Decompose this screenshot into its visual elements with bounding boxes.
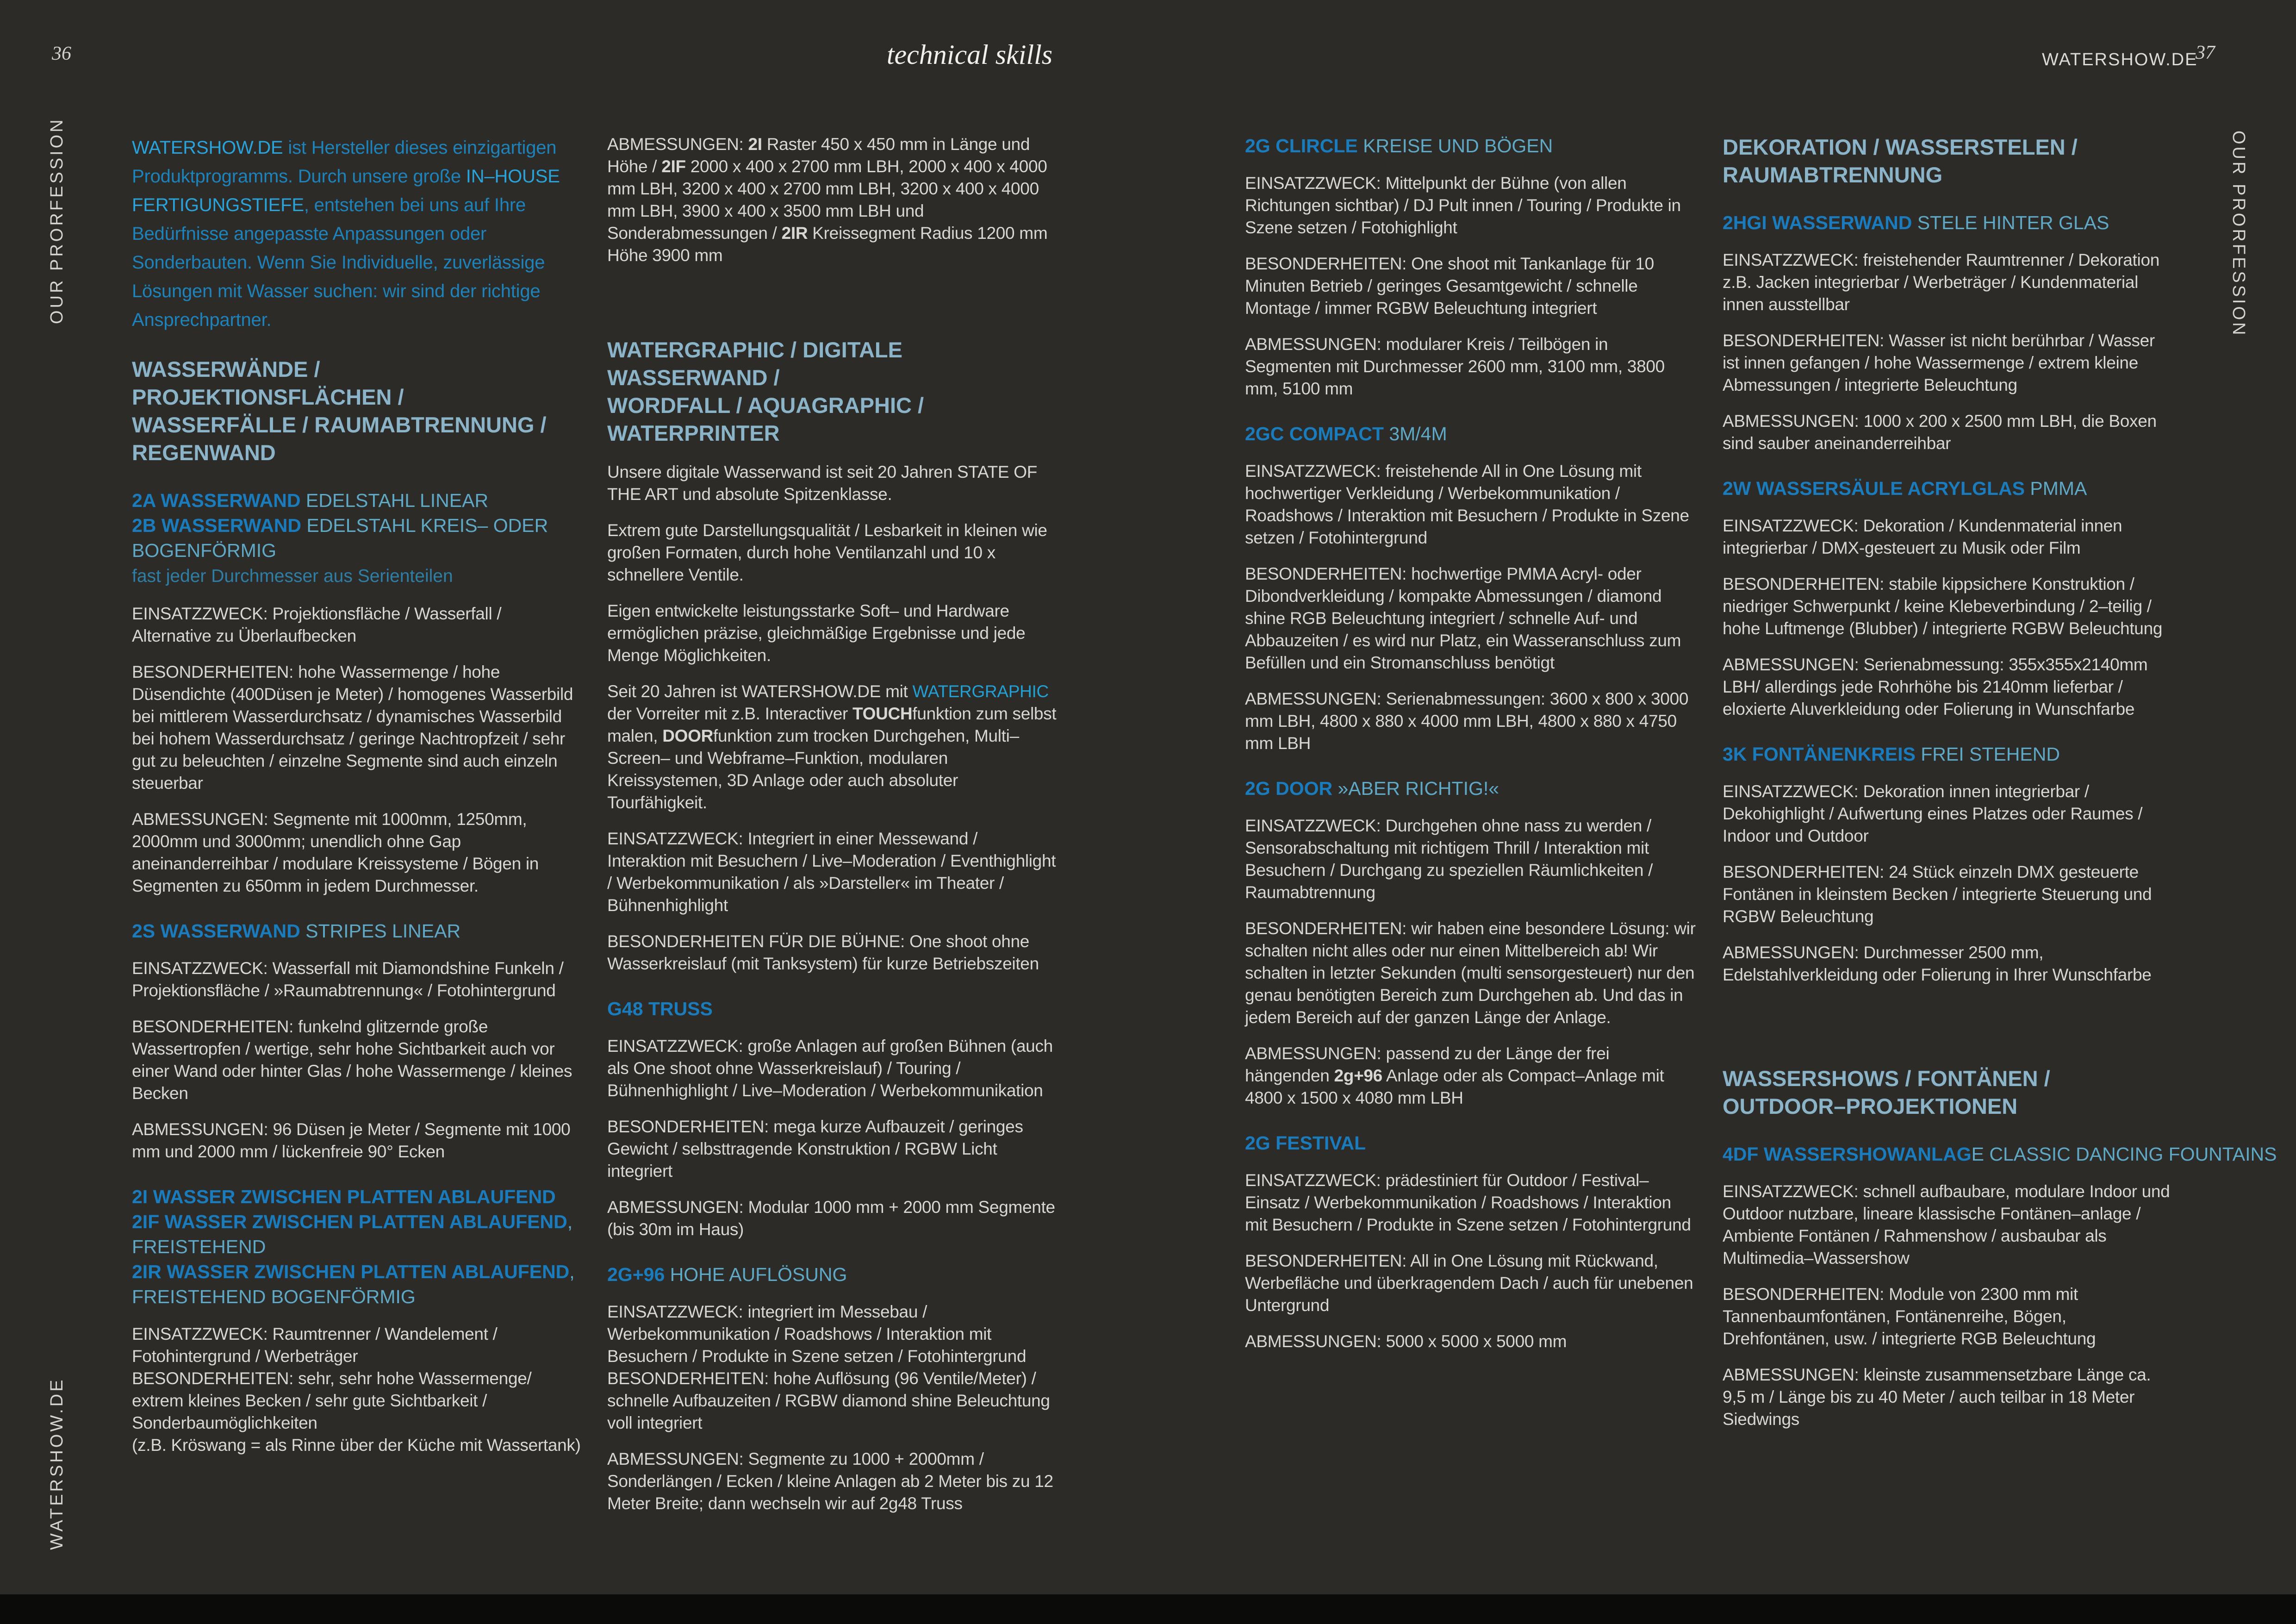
paragraph-text: EINSATZZWECK: Projektionsfläche / Wasserfall / Alternative zu Überlaufbecken xyxy=(132,604,502,645)
product-heading xyxy=(1245,776,1696,801)
product-code: 3K FONTÄNENKREIS xyxy=(1723,743,1916,765)
page-title: technical skills xyxy=(886,39,1053,70)
paragraph xyxy=(1723,654,2174,720)
section-heading-line: DEKORATION / WASSERSTELEN / xyxy=(1723,135,2078,159)
product-name: FREI STEHEND xyxy=(1915,743,2060,765)
product-heading-line xyxy=(132,488,583,513)
intro-paragraph xyxy=(132,133,583,334)
section-heading xyxy=(1723,1065,2174,1120)
paragraph-text: EINSATZZWECK: große Anlagen auf großen Bühnen (auch als One shoot ohne Wasserkreislauf) / Touring / Bühnenhighlight / Live–Moderation / Werbekommunikation xyxy=(607,1037,1053,1100)
paragraph-text: WATERGRAPHIC xyxy=(912,682,1049,701)
product-code: 2W WASSERSÄULE ACRYLGLAS xyxy=(1723,478,2025,499)
brand-label: WATERSHOW.DE xyxy=(2042,50,2198,69)
paragraph xyxy=(1723,1283,2174,1350)
paragraph xyxy=(1245,172,1696,239)
paragraph xyxy=(132,1368,583,1434)
product-code: 2G DOOR xyxy=(1245,778,1333,799)
product-heading-line xyxy=(1245,1131,1696,1156)
side-label-left: OUR PRORFESSION xyxy=(47,117,67,324)
paragraph xyxy=(1245,688,1696,755)
paragraph-text: ABMESSUNGEN: Serienabmessungen: 3600 x 800 x 3000 mm LBH, 4800 x 880 x 4000 mm LBH, 4800 x 880 x 4750 mm LBH xyxy=(1245,689,1689,753)
product-heading xyxy=(1723,1142,2277,1167)
product-heading xyxy=(1245,421,1696,446)
product-name: STRIPES LINEAR xyxy=(300,920,461,942)
paragraph xyxy=(132,1016,583,1105)
product-code: 2GC COMPACT xyxy=(1245,423,1384,444)
side-label-right: OUR PRORFESSION xyxy=(2229,131,2248,337)
paragraph xyxy=(1723,410,2174,455)
page-number-left: 36 xyxy=(52,43,71,64)
product-code: 2HGI WASSERWAND xyxy=(1723,212,1912,233)
product-heading xyxy=(607,996,1058,1021)
product-code: 2G FESTIVAL xyxy=(1245,1132,1366,1154)
product-heading-line xyxy=(132,513,583,538)
paragraph xyxy=(1723,573,2174,640)
paragraph-text: BESONDERHEITEN: hohe Auflösung (96 Ventile/Meter) / schnelle Aufbauzeiten / RGBW diamond shine Beleuchtung voll integriert xyxy=(607,1369,1050,1432)
paragraph-text: funktion zum selbst malen, xyxy=(607,704,1057,745)
product-heading-line xyxy=(1723,476,2174,501)
paragraph xyxy=(132,957,583,1002)
product-heading-line xyxy=(132,1184,583,1209)
paragraph xyxy=(1723,330,2174,396)
paragraph-text: 2g+96 xyxy=(1334,1066,1382,1085)
column-2 xyxy=(607,0,1058,1515)
paragraph xyxy=(1723,515,2174,559)
paragraph xyxy=(607,681,1058,814)
paragraph-text: Seit 20 Jahren ist WATERSHOW.DE mit xyxy=(607,682,913,701)
section-heading-line: WASSERSHOWS / FONTÄNEN / xyxy=(1723,1066,2050,1091)
paragraph xyxy=(1245,253,1696,319)
paragraph xyxy=(1723,781,2174,847)
paragraph-text: DOOR xyxy=(662,726,714,745)
product-heading-line xyxy=(132,1259,583,1284)
paragraph xyxy=(1723,1181,2174,1269)
paragraph-text: ABMESSUNGEN: Durchmesser 2500 mm, Edelstahlverkleidung oder Folierung in Ihrer Wunschfarbe xyxy=(1723,943,2152,984)
paragraph-text: ABMESSUNGEN: passend zu der Länge der frei hängenden xyxy=(1245,1044,1610,1085)
paragraph-text: EINSATZZWECK: prädestiniert für Outdoor / Festival–Einsatz / Werbekommunikation / Roadshows / Interaktion mit Besuchern / Produkte in Szene setzen / Fotohintergrund xyxy=(1245,1171,1691,1234)
paragraph-text: ABMESSUNGEN: kleinste zusammensetzbare Länge ca. 9,5 m / Länge bis zu 40 Meter / auch teilbar in 18 Meter Siedwings xyxy=(1723,1365,2151,1429)
section-heading-line: REGENWAND xyxy=(132,440,276,465)
paragraph xyxy=(607,1035,1058,1102)
product-name: FREISTEHEND BOGENFÖRMIG xyxy=(132,1286,416,1307)
paragraph-text: ABMESSUNGEN: xyxy=(607,135,748,154)
paragraph xyxy=(1723,1364,2174,1430)
intro-text: , entstehen bei uns auf Ihre Bedürfnisse angepasste Anpassungen oder Sonderbauten. Wenn Sie Individuelle, zuverlässige Lösungen mit Wasser suchen: wir sind der richtige Ansprechpartner. xyxy=(132,195,545,330)
product-code: 2G+96 xyxy=(607,1264,665,1285)
section-heading-line: RAUMABTRENNUNG xyxy=(1723,162,1943,187)
section-heading-line: WASSERWÄNDE / PROJEKTIONSFLÄCHEN / xyxy=(132,357,404,409)
product-heading-line xyxy=(607,996,1058,1021)
paragraph xyxy=(607,461,1058,506)
paragraph-text: BESONDERHEITEN: funkelnd glitzernde große Wassertropfen / wertige, sehr hohe Sichtbarkeit auch vor einer Wand oder hinter Glas / hohe Wassermenge / kleines Becken xyxy=(132,1017,572,1103)
paragraph xyxy=(1245,460,1696,549)
footer-bar xyxy=(0,1594,2296,1624)
paragraph xyxy=(607,600,1058,667)
product-code: 2B WASSERWAND xyxy=(132,515,302,536)
paragraph-text: ABMESSUNGEN: Serienabmessung: 355x355x2140mm LBH/ allerdings jede Rohrhöhe bis 2140mm lieferbar / eloxierte Aluverkleidung oder Folierung in Wunschfarbe xyxy=(1723,655,2148,718)
product-heading-line xyxy=(1723,1142,2277,1167)
product-heading xyxy=(132,918,583,943)
paragraph xyxy=(132,1118,583,1163)
paragraph xyxy=(1245,333,1696,400)
paragraph xyxy=(1245,1169,1696,1236)
paragraph-text: 2000 x 400 x 2700 mm LBH, 2000 x 400 x 4000 mm LBH, 3200 x 400 x 2700 mm LBH, 3200 x 400 x 4000 mm LBH, 3900 x 400 x 3500 mm LBH und Sonderabmessungen / xyxy=(607,157,1047,243)
product-heading xyxy=(1723,210,2174,235)
product-code: 2IF WASSER ZWISCHEN PLATTEN ABLAUFEND xyxy=(132,1211,567,1232)
paragraph xyxy=(607,133,1058,267)
product-heading xyxy=(132,1184,583,1309)
paragraph xyxy=(607,1116,1058,1182)
paragraph-text: ABMESSUNGEN: Segmente zu 1000 + 2000mm / Sonderlängen / Ecken / kleine Anlagen ab 2 Meter bis zu 12 Meter Breite; dann wechseln wir auf 2g48 Truss xyxy=(607,1449,1053,1513)
product-name: KREISE UND BÖGEN xyxy=(1357,135,1553,156)
paragraph-text: ABMESSUNGEN: Modular 1000 mm + 2000 mm Segmente (bis 30m im Haus) xyxy=(607,1198,1055,1239)
section-heading-line: WASSERFÄLLE / RAUMABTRENNUNG / xyxy=(132,412,547,437)
column-1 xyxy=(132,0,583,1456)
product-heading xyxy=(607,1262,1058,1287)
product-name: PMMA xyxy=(2025,478,2087,499)
paragraph-text: der Vorreiter mit z.B. Interactiver xyxy=(607,704,852,723)
paragraph xyxy=(1723,861,2174,928)
product-heading xyxy=(1245,1131,1696,1156)
paragraph-text: funktion zum trocken Durchgehen, Multi–Screen– und Webframe–Funktion, modularen Kreissystemen, 3D Anlage oder auch absoluter Tourfähigkeit. xyxy=(607,726,1019,812)
paragraph xyxy=(607,931,1058,975)
paragraph-text: 2IR xyxy=(781,224,808,243)
paragraph-text: Extrem gute Darstellungsqualität / Lesbarkeit in kleinen wie großen Formaten, durch hohe Ventilanzahl und 10 x schnellere Ventile. xyxy=(607,521,1047,584)
paragraph xyxy=(132,603,583,647)
product-heading-line xyxy=(1723,210,2174,235)
product-heading xyxy=(1723,742,2174,767)
paragraph-text: EINSATZZWECK: Durchgehen ohne nass zu werden / Sensorabschaltung mit richtigem Thrill / Interaktion mit Besuchern / Durchgang zu speziellen Räumlichkeiten / Raumabtrennung xyxy=(1245,816,1653,902)
paragraph-text: BESONDERHEITEN: sehr, sehr hohe Wassermenge/ extrem kleines Becken / sehr gute Sichtbarkeit / Sonderbaumöglichkeiten xyxy=(132,1369,532,1432)
product-code: 4DF WASSERSHOWANLAG xyxy=(1723,1143,1972,1165)
paragraph-text: BESONDERHEITEN: hohe Wassermenge / hohe Düsendichte (400Düsen je Meter) / homogenes Wasserbild bei mittlerem Wasserdurchsatz / dynamisches Wasserbild bei hohem Wasserdurchsatz / geringe Nachtropfzeit / sehr gut zu beleuchten / einzelne Segmente sind auch einzeln steuerbar xyxy=(132,662,573,793)
paragraph-text: EINSATZZWECK: Integriert in einer Messewand / Interaktion mit Besuchern / Live–Moderation / Eventhighlight / Werbekommunikation / als »Darsteller« im Theater / Bühnenhighlight xyxy=(607,829,1056,915)
paragraph-text: Kreissegment Radius 1200 mm Höhe 3900 mm xyxy=(607,224,1048,265)
product-heading xyxy=(132,488,583,589)
paragraph-text: BESONDERHEITEN: wir haben eine besondere Lösung: wir schalten nicht alles oder nur einen Mittelbereich ab! Wir schalten in letzter Sekunden (multi sensorgesteuert) nur den genau benötigten Bereich zum Durchgehen ab. Und das in jedem Bereich auf der ganzen Länge der Anlage. xyxy=(1245,919,1696,1027)
product-heading-line xyxy=(132,1234,583,1259)
paragraph-text: EINSATZZWECK: Wasserfall mit Diamondshine Funkeln / Projektionsfläche / »Raumabtrennung« / Fotohintergrund xyxy=(132,959,564,1000)
paragraph-text: BESONDERHEITEN: hochwertige PMMA Acryl- oder Dibondverkleidung / kompakte Abmessungen / diamond shine RGB Beleuchtung integriert / schnelle Auf- und Abbauzeiten / es wird nur Platz, ein Wasseranschluss zum Befüllen und ein Stromanschluss benötigt xyxy=(1245,564,1681,672)
product-heading-line xyxy=(1245,133,1696,158)
product-heading xyxy=(1245,133,1696,158)
paragraph xyxy=(607,519,1058,586)
paragraph-text: 2IF xyxy=(661,157,686,176)
paragraph-text: Anlage oder als Compact–Anlage mit 4800 x 1500 x 4080 mm LBH xyxy=(1245,1066,1664,1107)
paragraph-text: ABMESSUNGEN: Segmente mit 1000mm, 1250mm, 2000mm und 3000mm; unendlich ohne Gap aneinanderreihbar / modulare Kreissysteme / Bögen in Segmenten zu 650mm in jedem Durchmesser. xyxy=(132,810,539,895)
section-heading xyxy=(132,356,583,467)
product-name: E CLASSIC DANCING FOUNTAINS xyxy=(1971,1143,2277,1165)
section-heading xyxy=(607,336,1058,447)
product-name: EDELSTAHL KREIS– ODER xyxy=(301,515,548,536)
paragraph-text: BESONDERHEITEN: mega kurze Aufbauzeit / geringes Gewicht / selbsttragende Konstruktion / RGBW Licht integriert xyxy=(607,1117,1023,1181)
product-heading-line xyxy=(132,1284,583,1309)
paragraph xyxy=(1245,1330,1696,1353)
product-name: STELE HINTER GLAS xyxy=(1912,212,2109,233)
product-heading-line xyxy=(132,918,583,943)
product-heading-line xyxy=(1245,776,1696,801)
product-heading-line xyxy=(1245,421,1696,446)
product-name: , xyxy=(567,1211,573,1232)
product-heading-line xyxy=(607,1262,1058,1287)
product-heading-line xyxy=(132,1209,583,1234)
paragraph-text: EINSATZZWECK: freistehende All in One Lösung mit hochwertiger Verkleidung / Werbekommunikation / Roadshows / Interaktion mit Besuchern / Produkte in Szene setzen / Fotohintergrund xyxy=(1245,462,1689,547)
paragraph-text: ABMESSUNGEN: 1000 x 200 x 2500 mm LBH, die Boxen sind sauber aneinanderreihbar xyxy=(1723,412,2157,453)
paragraph xyxy=(1723,942,2174,986)
product-note: fast jeder Durchmesser aus Serienteilen xyxy=(132,566,453,586)
paragraph-text: EINSATZZWECK: Dekoration / Kundenmaterial innen integrierbar / DMX-gesteuert zu Musik oder Film xyxy=(1723,516,2122,557)
paragraph-text: BESONDERHEITEN: stabile kippsichere Konstruktion / niedriger Schwerpunkt / keine Klebeverbindung / 2–teilig / hohe Luftmenge (Blubber) / integrierte RGBW Beleuchtung xyxy=(1723,575,2163,638)
paragraph-text: Unsere digitale Wasserwand ist seit 20 Jahren STATE OF THE ART und absolute Spitzenklasse. xyxy=(607,462,1038,504)
product-code: G48 TRUSS xyxy=(607,998,713,1019)
intro-text: ist Hersteller dieses einzigartigen Produktprogramms. Durch unsere große xyxy=(132,137,557,187)
paragraph-text: BESONDERHEITEN: One shoot mit Tankanlage für 10 Minuten Betrieb / geringes Gesamtgewicht / schnelle Montage / immer RGBW Beleuchtung integriert xyxy=(1245,254,1654,318)
product-code: 2S WASSERWAND xyxy=(132,920,300,942)
product-name: , xyxy=(569,1261,575,1282)
paragraph-text: TOUCH xyxy=(852,704,913,723)
paragraph-text: EINSATZZWECK: Mittelpunkt der Bühne (von allen Richtungen sichtbar) / DJ Pult innen / Touring / Produkte in Szene setzen / Fotohighlight xyxy=(1245,174,1681,237)
paragraph-text: BESONDERHEITEN: All in One Lösung mit Rückwand, Werbefläche und überkragendem Dach / auch für unebenen Untergrund xyxy=(1245,1251,1693,1315)
paragraph-text: ABMESSUNGEN: 96 Düsen je Meter / Segmente mit 1000 mm und 2000 mm / lückenfreie 90° Ecken xyxy=(132,1120,571,1161)
paragraph xyxy=(607,1448,1058,1515)
paragraph-text: EINSATZZWECK: Dekoration innen integrierbar / Dekohighlight / Aufwertung eines Platzes oder Raumes / Indoor und Outdoor xyxy=(1723,782,2143,845)
product-code: 2I WASSER ZWISCHEN PLATTEN ABLAUFEND xyxy=(132,1186,556,1207)
paragraph-text: BESONDERHEITEN: Wasser ist nicht berührbar / Wasser ist innen gefangen / hohe Wassermenge / extrem kleine Abmessungen / integrierte Beleuchtung xyxy=(1723,331,2155,394)
paragraph xyxy=(132,1434,583,1456)
side-label-bottom: WATERSHOW.DE xyxy=(47,1377,67,1550)
product-heading-line xyxy=(132,563,583,589)
paragraph xyxy=(607,828,1058,917)
paragraph xyxy=(607,1196,1058,1241)
product-name: FREISTEHEND xyxy=(132,1236,266,1257)
paragraph xyxy=(132,661,583,794)
paragraph-text: Eigen entwickelte leistungsstarke Soft– und Hardware ermöglichen präzise, gleichmäßige Ergebnisse und jede Menge Möglichkeiten. xyxy=(607,601,1026,665)
product-name: EDELSTAHL LINEAR xyxy=(300,490,489,511)
intro-text: WATERSHOW.DE xyxy=(132,137,283,158)
product-heading-line xyxy=(132,538,583,563)
paragraph xyxy=(132,808,583,897)
paragraph-text: EINSATZZWECK: Raumtrenner / Wandelement / Fotohintergrund / Werbeträger xyxy=(132,1324,498,1366)
section-heading-line: WORDFALL / AQUAGRAPHIC / WATERPRINTER xyxy=(607,393,924,445)
product-code: 2IR WASSER ZWISCHEN PLATTEN ABLAUFEND xyxy=(132,1261,570,1282)
section-heading xyxy=(1723,133,2174,189)
paragraph xyxy=(1245,1043,1696,1109)
paragraph xyxy=(1245,563,1696,674)
paragraph xyxy=(1245,1250,1696,1317)
product-code: 2G CLIRCLE xyxy=(1245,135,1358,156)
paragraph-text: EINSATZZWECK: integriert im Messebau / Werbekommunikation / Roadshows / Interaktion mit Besuchern / Produkte in Szene setzen / Fotohintergrund xyxy=(607,1302,1027,1366)
paragraph-text: ABMESSUNGEN: modularer Kreis / Teilbögen in Segmenten mit Durchmesser 2600 mm, 3100 mm, 3800 mm, 5100 mm xyxy=(1245,335,1665,398)
paragraph xyxy=(1245,815,1696,904)
intro-text: IN–HOUSE FERTIGUNGSTIEFE xyxy=(132,166,560,215)
paragraph xyxy=(607,1368,1058,1434)
paragraph-text: EINSATZZWECK: freistehender Raumtrenner / Dekoration z.B. Jacken integrierbar / Werbeträger / Kundenmaterial innen ausstellbar xyxy=(1723,250,2159,314)
product-name: 3M/4M xyxy=(1383,423,1447,444)
product-heading xyxy=(1723,476,2174,501)
paragraph xyxy=(1723,249,2174,316)
paragraph-text: EINSATZZWECK: schnell aufbaubare, modulare Indoor und Outdoor nutzbare, lineare klassische Fontänen–anlage / Ambiente Fontänen / Rahmenshow / ausbaubar als Multimedia–Wassershow xyxy=(1723,1182,2170,1268)
product-name: HOHE AUFLÖSUNG xyxy=(665,1264,847,1285)
product-name: »ABER RICHTIG!« xyxy=(1332,778,1500,799)
paragraph-text: (z.B. Kröswang = als Rinne über der Küche mit Wassertank) xyxy=(132,1436,581,1455)
product-code: 2A WASSERWAND xyxy=(132,490,301,511)
paragraph-text: BESONDERHEITEN: Module von 2300 mm mit Tannenbaumfontänen, Fontänenreihe, Bögen, Drehfontänen, usw. / integrierte RGB Beleuchtung xyxy=(1723,1285,2096,1348)
paragraph-text: Raster 450 x 450 mm in Länge und Höhe / xyxy=(607,135,1030,176)
section-heading-line: WATERGRAPHIC / DIGITALE WASSERWAND / xyxy=(607,337,902,390)
paragraph-text: ABMESSUNGEN: 5000 x 5000 x 5000 mm xyxy=(1245,1332,1567,1351)
product-heading-line xyxy=(1723,742,2174,767)
product-name: BOGENFÖRMIG xyxy=(132,540,277,561)
section-heading-line: OUTDOOR–PROJEKTIONEN xyxy=(1723,1094,2018,1118)
page-number-right: 37 xyxy=(2196,42,2215,63)
paragraph xyxy=(1245,918,1696,1029)
paragraph-text: 2I xyxy=(748,135,762,154)
paragraph xyxy=(132,1323,583,1368)
column-3 xyxy=(1245,0,1696,1353)
paragraph xyxy=(607,1301,1058,1368)
paragraph-text: BESONDERHEITEN: 24 Stück einzeln DMX gesteuerte Fontänen in kleinstem Becken / integrierte Steuerung und RGBW Beleuchtung xyxy=(1723,862,2152,926)
paragraph-text: BESONDERHEITEN FÜR DIE BÜHNE: One shoot ohne Wasserkreislauf (mit Tanksystem) für kurze Betriebszeiten xyxy=(607,932,1039,973)
